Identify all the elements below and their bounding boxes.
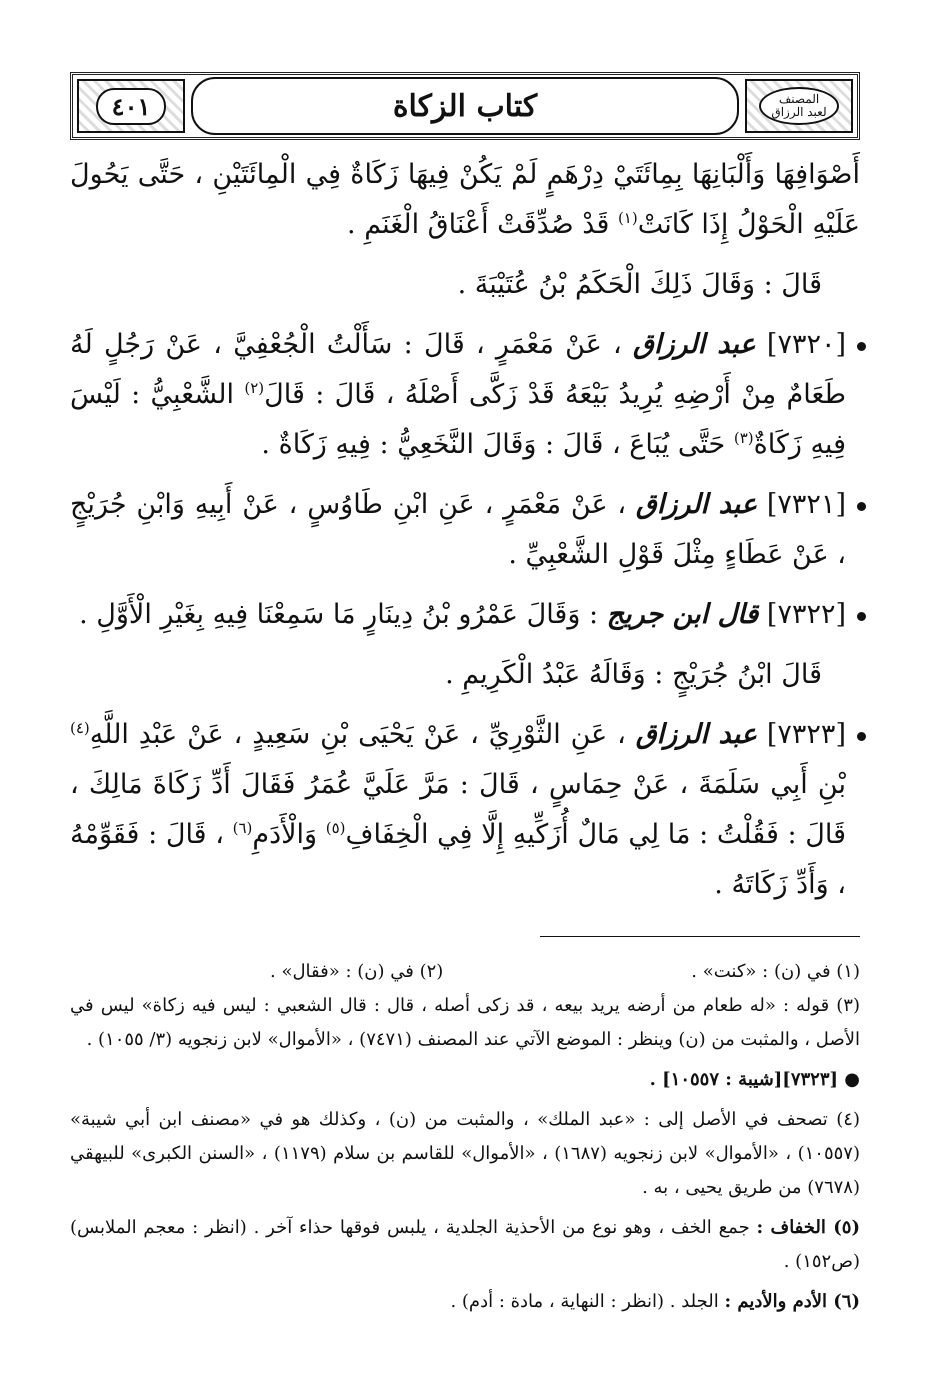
bullet-icon	[857, 612, 866, 621]
book-logo	[759, 87, 838, 125]
footnotes	[70, 955, 860, 1319]
footnote-2: (٢) في (ن) : «فقال» .	[270, 961, 444, 982]
hadith-7323: [٧٣٢٣] عبد الرزاق ، عَنِ الثَّوْرِيِّ ، عَنْ يَحْيَى بْنِ سَعِيدٍ ، عَنْ عَبْدِ اللَّهِ$^{(٤)}$ بْنِ أَبِي سَلَمَةَ ، عَنْ حِمَاسٍ ، قَالَ : مَرَّ عَلَيَّ عُمَرُ فَقَالَ أَدِّ زَكَاةَ مَالِكَ ، قَالَ : فَقُلْتُ : مَا لِي مَالٌ أُزَكِّيهِ إِلَّا فِي الْخِفَافِ$^{(٥)}$ وَالْأَدَمِ$^{(٦)}$ ، قَالَ : فَقَوِّمْهُ ، وَأَدِّ زَكَاتَهُ .	[70, 710, 860, 910]
footnote-5: (٥) الخفاف : جمع الخف ، وهو نوع من الأحذية الجلدية ، يلبس فوقها حذاء آخر . (انظر : معجم الملابس) (ص١٥٢) .	[70, 1217, 860, 1272]
page-header	[70, 72, 860, 140]
hadith-7321: [٧٣٢١] عبد الرزاق ، عَنْ مَعْمَرٍ ، عَنِ ابْنِ طَاوُسٍ ، عَنْ أَبِيهِ وَابْنِ جُرَيْجٍ ، عَنْ عَطَاءٍ مِثْلَ قَوْلِ الشَّعْبِيِّ .	[70, 480, 860, 580]
paragraph: أَصْوَافِهَا وَأَلْبَانِهَا بِمِائَتَيْ دِرْهَمٍ لَمْ يَكُنْ فِيهَا زَكَاةٌ فِي الْمِائَتَيْنِ ، حَتَّى يَحُولَ عَلَيْهِ الْحَوْلُ إِذَا كَانَتْ$^{(١)}$ قَدْ صُدِّقَتْ أَعْنَاقُ الْغَنَمِ .	[70, 159, 860, 240]
hadith-7322: [٧٣٢٢] قال ابن جريج : وَقَالَ عَمْرُو بْنُ دِينَارٍ مَا سَمِعْنَا فِيهِ بِغَيْرِ الْأَوَّلِ .	[70, 590, 860, 640]
hadith-number: [٧٣٢٢]	[766, 599, 846, 630]
narrator-name: عبد الرزاق	[635, 489, 758, 520]
narrator-name: قال ابن جريج	[606, 599, 759, 630]
page-number-block	[77, 79, 185, 133]
footnote-marker[interactable]: (٣)	[733, 429, 754, 447]
bullet-icon	[857, 732, 866, 741]
footnote-marker[interactable]: (٢)	[244, 379, 265, 397]
narrator-name: عبد الرزاق	[633, 329, 756, 360]
hadith-number: [٧٣٢٣]	[766, 719, 846, 750]
logo-line-1: المصنف	[778, 92, 820, 106]
footnote-6: (٦) الأدم والأديم : الجلد . (انظر : النهاية ، مادة : أدم) .	[450, 1291, 860, 1312]
main-text	[70, 150, 860, 910]
chapter-title: كتاب الزكاة	[392, 88, 538, 124]
hadith-number: [٧٣٢١]	[766, 489, 846, 520]
title-frame	[191, 77, 739, 135]
footnote-divider	[540, 936, 860, 937]
hadith-7320: [٧٣٢٠] عبد الرزاق ، عَنْ مَعْمَرٍ ، قَالَ : سَأَلْتُ الْجُعْفِيَّ ، عَنْ رَجُلٍ لَهُ طَعَامٌ مِنْ أَرْضِهِ يُرِيدُ بَيْعَهُ قَدْ زَكَّى أَصْلَهُ ، قَالَ : قَالَ$^{(٢)}$ الشَّعْبِيُّ : لَيْسَ فِيهِ زَكَاةٌ$^{(٣)}$ حَتَّى يُبَاعَ ، قَالَ : وَقَالَ النَّخَعِيُّ : فِيهِ زَكَاةٌ .	[70, 320, 860, 470]
book-logo-block	[745, 79, 853, 133]
paragraph: قَالَ ابْنُ جُرَيْجٍ : وَقَالَهُ عَبْدُ الْكَرِيمِ .	[445, 659, 822, 690]
footnote-marker[interactable]: (٥)	[325, 819, 346, 837]
footnote-shaiba-ref: ● [٧٣٢٣][شيبة : ١٠٥٥٧] .	[649, 1069, 860, 1090]
page	[70, 72, 860, 1325]
footnote-4: (٤) تصحف في الأصل إلى : «عبد الملك» ، والمثبت من (ن) ، وكذلك هو في «مصنف ابن أبي شيبة» (١٠٥٥٧) ، «الأموال» لابن زنجويه (١٦٨٧) ، «الأموال» للقاسم بن سلام (١١٧٩) ، «السنن الكبرى» للبيهقي (٧٦٧٨) من طريق يحيى ، به .	[70, 1109, 860, 1198]
narrator-name: عبد الرزاق	[635, 719, 757, 750]
footnote-1: (١) في (ن) : «كنت» .	[691, 961, 860, 982]
hadith-number: [٧٣٢٠]	[766, 329, 846, 360]
paragraph: قَالَ : وَقَالَ ذَلِكَ الْحَكَمُ بْنُ عُتَيْبَةَ .	[457, 269, 822, 300]
bullet-icon	[857, 342, 866, 351]
footnote-3: (٣) قوله : «له طعام من أرضه يريد بيعه ، قد زكى أصله ، قال : قال الشعبي : ليس فيه زكاة» ليس في الأصل ، والمثبت من (ن) وينظر : الموضع الآتي عند المصنف (٧٤٧١) ، «الأموال» لابن زنجويه (٣/ ١٠٥٥) .	[70, 995, 860, 1050]
bullet-icon	[857, 502, 866, 511]
footnote-marker[interactable]: (٦)	[232, 819, 253, 837]
footnote-marker[interactable]: (٤)	[70, 719, 90, 737]
footnote-marker[interactable]: (١)	[617, 209, 638, 227]
logo-line-2: لعبد الرزاق	[771, 105, 827, 119]
page-number: ٤٠١	[96, 88, 167, 125]
footnote-row	[70, 955, 860, 989]
